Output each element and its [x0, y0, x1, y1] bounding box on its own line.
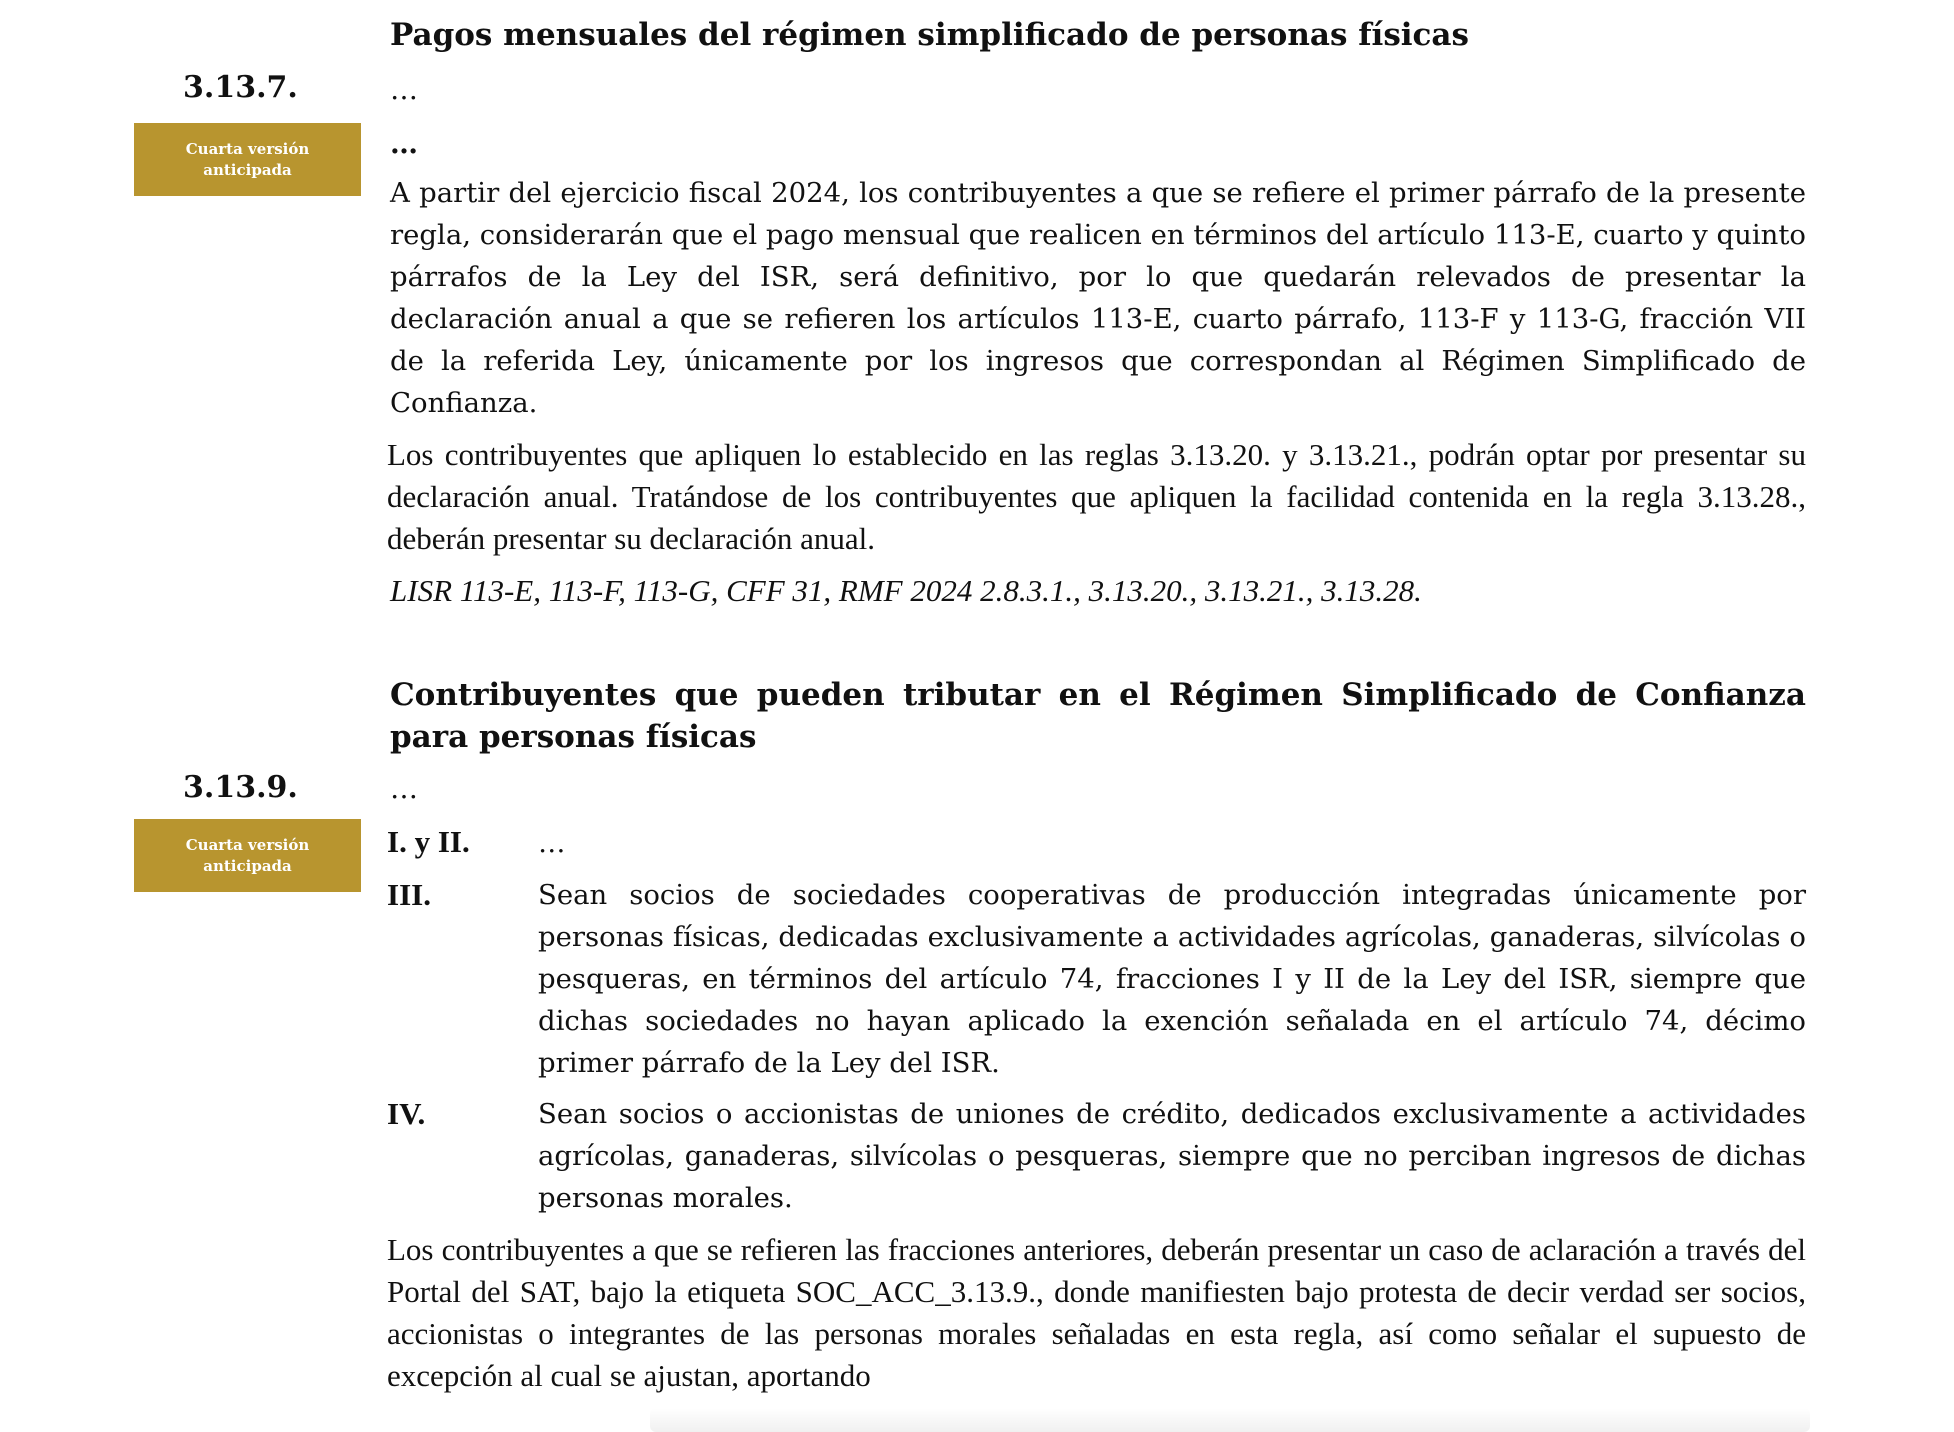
- fraction-text: …: [538, 827, 566, 859]
- badge-line-1: Cuarta versión: [185, 139, 310, 158]
- badge-line-1: Cuarta versión: [185, 835, 310, 854]
- badge-line-2: anticipada: [203, 856, 292, 875]
- legal-references: LISR 113-E, 113-F, 113-G, CFF 31, RMF 2024 2.8.3.1., 3.13.20., 3.13.21., 3.13.28.: [390, 573, 1422, 608]
- fraction-number: I. y II.: [387, 824, 470, 859]
- fraction-text: Sean socios o accionistas de uniones de crédito, dedicados exclusivamente a actividades agrícolas, ganaderas, silvícolas o pesqueras, siempre que no perciban ingresos de dichas personas morales.: [538, 1098, 1806, 1214]
- omitted-text-ellipsis: …: [390, 127, 418, 160]
- badge-line-2: anticipada: [203, 160, 292, 179]
- fraction-number: III.: [387, 877, 431, 912]
- page-bottom-shadow: [650, 1408, 1810, 1432]
- paragraph-clarification-case: Los contribuyentes a que se refieren las fracciones anteriores, deberán presentar un caso de aclaración a través del Portal del SAT, bajo la etiqueta SOC_ACC_3.13.9., donde manifiesten bajo protesta de decir verdad ser socios, accionistas o integrantes de las personas morales señaladas en esta regla, así como señalar el supuesto de excepción al cual se ajustan, aportando: [387, 1232, 1806, 1393]
- paragraph-annual-declaration: A partir del ejercicio fiscal 2024, los contribuyentes a que se refiere el primer párrafo de la presente regla, considerarán que el pago mensual que realicen en términos del artículo 113-E, cuarto y quinto párrafos de la Ley del ISR, será definitivo, por lo que quedarán relevados de presentar la declaración anual a que se refieren los artículos 113-E, cuarto párrafo, 113-F y 113-G, fracción VII de la referida Ley, únicamente por los ingresos que correspondan al Régimen Simplificado de Confianza.: [390, 177, 1806, 419]
- section-heading-3-13-7: Pagos mensuales del régimen simplificado de personas físicas: [390, 17, 1469, 53]
- version-badge-3-13-9: [134, 819, 361, 892]
- rule-ellipsis-3-13-9: …: [390, 772, 418, 805]
- paragraph-optional-declaration: Los contribuyentes que apliquen lo establecido en las reglas 3.13.20. y 3.13.21., podrán optar por presentar su declaración anual. Tratándose de los contribuyentes que apliquen la facilidad contenida en la regla 3.13.28., deberán presentar su declaración anual.: [387, 437, 1806, 556]
- section-heading-3-13-9: Contribuyentes que pueden tributar en el Régimen Simplificado de Confianza para personas físicas: [390, 677, 1806, 755]
- rule-ellipsis: …: [390, 73, 418, 106]
- version-badge: [134, 123, 361, 196]
- fraction-number: IV.: [387, 1096, 426, 1131]
- rule-number-3-13-9: 3.13.9.: [183, 770, 298, 805]
- rule-number-3-13-7: 3.13.7.: [183, 70, 298, 105]
- fraction-text: Sean socios de sociedades cooperativas de producción integradas únicamente por personas físicas, dedicadas exclusivamente a actividades agrícolas, ganaderas, silvícolas o pesqueras, en términos del artículo 74, fracciones I y II de la Ley del ISR, siempre que dichas sociedades no hayan aplicado la exención señalada en el artículo 74, décimo primer párrafo de la Ley del ISR.: [538, 879, 1806, 1079]
